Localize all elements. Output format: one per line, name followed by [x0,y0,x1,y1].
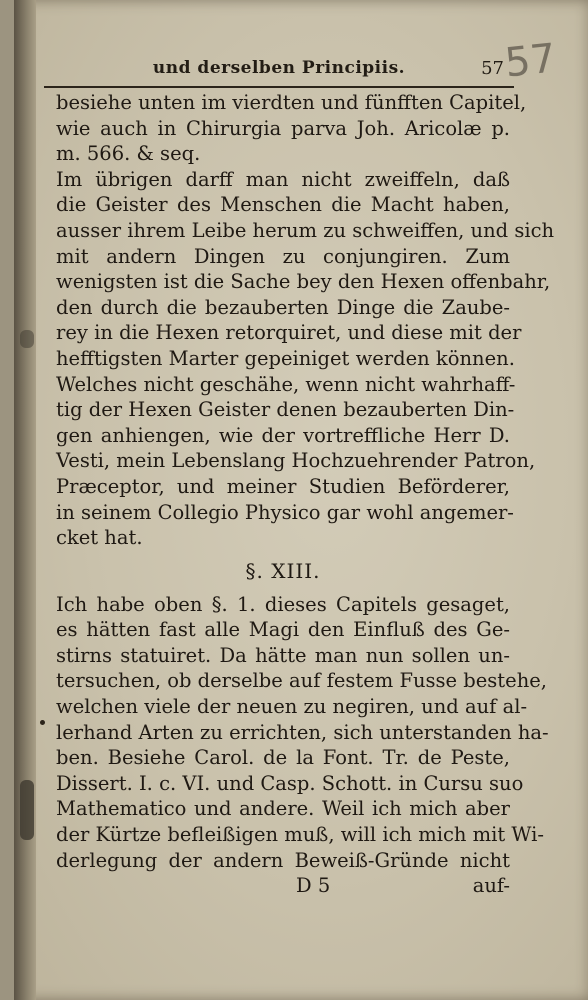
section-heading: §. XIII. [245,558,321,583]
text-line: Dissert. I. c. VI. und Casp. Schott. in Cursu suo [56,771,524,795]
text-line: ben. Besiehe Carol. de la Font. Tr. de Peste, [56,746,510,770]
text-line: Mathematico und andere. Weil ich mich aber [56,797,510,821]
text-line: den durch die bezauberten Dinge die Zaube- [56,295,510,319]
text-line: rey in die Hexen retorquiret, und diese mit der [56,321,522,345]
page-footer [56,873,510,899]
text-line: wenigsten ist die Sache bey den Hexen offenbahr, [56,270,551,294]
page-header [44,50,514,88]
text-line: Im übrigen darff man nicht zweiffeln, daß [56,167,510,191]
text-line: in seinem Collegio Physico gar wohl angemer- [56,500,514,524]
text-line: die Geister des Menschen die Macht haben, [56,193,510,217]
ink-speck [40,720,45,725]
binding-stain [20,780,34,840]
text-line: lerhand Arten zu errichten, sich unterstanden ha- [56,720,549,744]
running-head: und derselben Principiis. [152,58,406,78]
text-line: ausser ihrem Leibe herum zu schweiffen, und sich [56,218,555,242]
text-line: Ich habe oben §. 1. dieses Capitels gesaget, [56,592,510,616]
text-line: es hätten fast alle Magi den Einfluß des Ge- [56,618,510,642]
text-line: cket hat. [56,526,143,550]
text-line: tig der Hexen Geister denen bezauberten Din- [56,398,515,422]
text-line: Vesti, mein Lebenslang Hochzuehrender Patron, [56,449,536,473]
text-line: besiehe unten im vierdten und fünfften Capitel, [56,91,527,114]
text-line: derlegung der andern Beweiß-Gründe nicht [56,848,510,872]
text-line: m. 566. & seq. [56,142,201,166]
page-number: 57 [481,58,504,79]
pencil-page-number: 57 [502,35,559,87]
text-line: der Kürtze befleißigen muß, will ich mich mit Wi- [56,823,544,847]
text-line: Welches nicht geschähe, wenn nicht wahrhaff- [56,372,516,396]
text-line: tersuchen, ob derselbe auf festem Fusse bestehe, [56,669,547,693]
text-line: hefftigsten Marter gepeiniget werden können. [56,346,515,370]
signature-mark: D 5 [296,874,331,898]
text-line: mit andern Dingen zu conjungiren. Zum [56,244,510,268]
page-gutter [14,0,36,1000]
text-line: gen anhiengen, wie der vortreffliche Herr D. [56,423,510,447]
text-line: welchen viele der neuen zu negiren, und auf al- [56,695,528,719]
page-body [56,90,555,899]
text-line: stirns statuiret. Da hätte man nun sollen un- [56,643,510,667]
text-line: Præceptor, und meiner Studien Beförderer, [56,474,510,498]
text-line: wie auch in Chirurgia parva Joh. Aricolæ p. [56,116,510,140]
catchword: auf- [472,874,510,898]
binding-stain [20,330,34,348]
